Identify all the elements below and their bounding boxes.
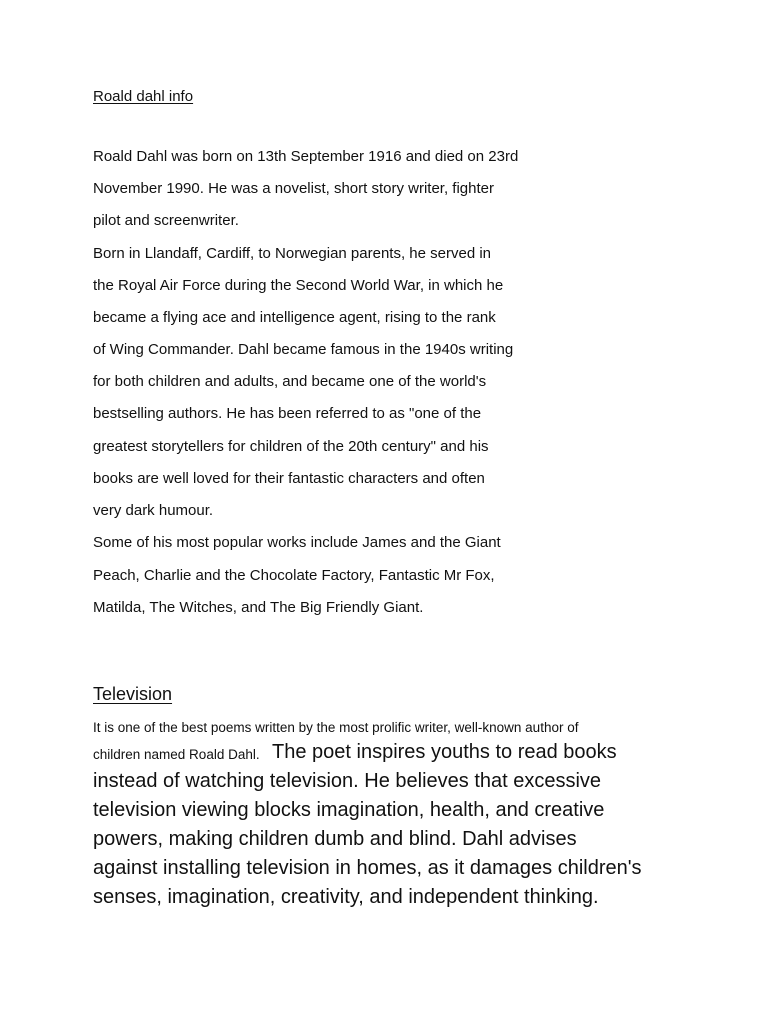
bio-line: November 1990. He was a novelist, short story writer, fighter: [93, 180, 495, 197]
television-summary-line: The poet inspires youths to read books: [272, 741, 617, 763]
bio-line: pilot and screenwriter.: [93, 212, 239, 229]
section-heading-roald-dahl-info: Roald dahl info: [93, 88, 194, 105]
bio-line: bestselling authors. He has been referred to as "one of the: [93, 405, 482, 422]
television-summary-line: senses, imagination, creativity, and independent thinking.: [93, 886, 599, 908]
bio-line: Matilda, The Witches, and The Big Friendly Giant.: [93, 599, 424, 616]
bio-line: became a flying ace and intelligence agent, rising to the rank: [93, 309, 496, 326]
television-summary-line: against installing television in homes, as it damages children's: [93, 857, 642, 879]
bio-line: books are well loved for their fantastic characters and often: [93, 470, 485, 487]
bio-line: Some of his most popular works include James and the Giant: [93, 534, 501, 551]
bio-line: Peach, Charlie and the Chocolate Factory, Fantastic Mr Fox,: [93, 567, 495, 584]
television-intro-line: children named Roald Dahl.: [93, 747, 260, 762]
bio-line: the Royal Air Force during the Second World War, in which he: [93, 277, 504, 294]
television-summary-line: television viewing blocks imagination, health, and creative: [93, 799, 605, 821]
bio-line: of Wing Commander. Dahl became famous in the 1940s writing: [93, 341, 514, 358]
television-summary-line: instead of watching television. He believes that excessive: [93, 770, 602, 792]
bio-line: greatest storytellers for children of the 20th century" and his: [93, 438, 489, 455]
television-intro-line: It is one of the best poems written by the most prolific writer, well-known author of: [93, 720, 579, 735]
bio-line: Born in Llandaff, Cardiff, to Norwegian parents, he served in: [93, 245, 492, 262]
section-heading-television: Television: [93, 684, 173, 704]
bio-line: for both children and adults, and became one of the world's: [93, 373, 487, 390]
bio-line: very dark humour.: [93, 502, 214, 519]
television-summary-line: powers, making children dumb and blind. Dahl advises: [93, 828, 577, 850]
bio-line: Roald Dahl was born on 13th September 1916 and died on 23rd: [93, 148, 519, 165]
